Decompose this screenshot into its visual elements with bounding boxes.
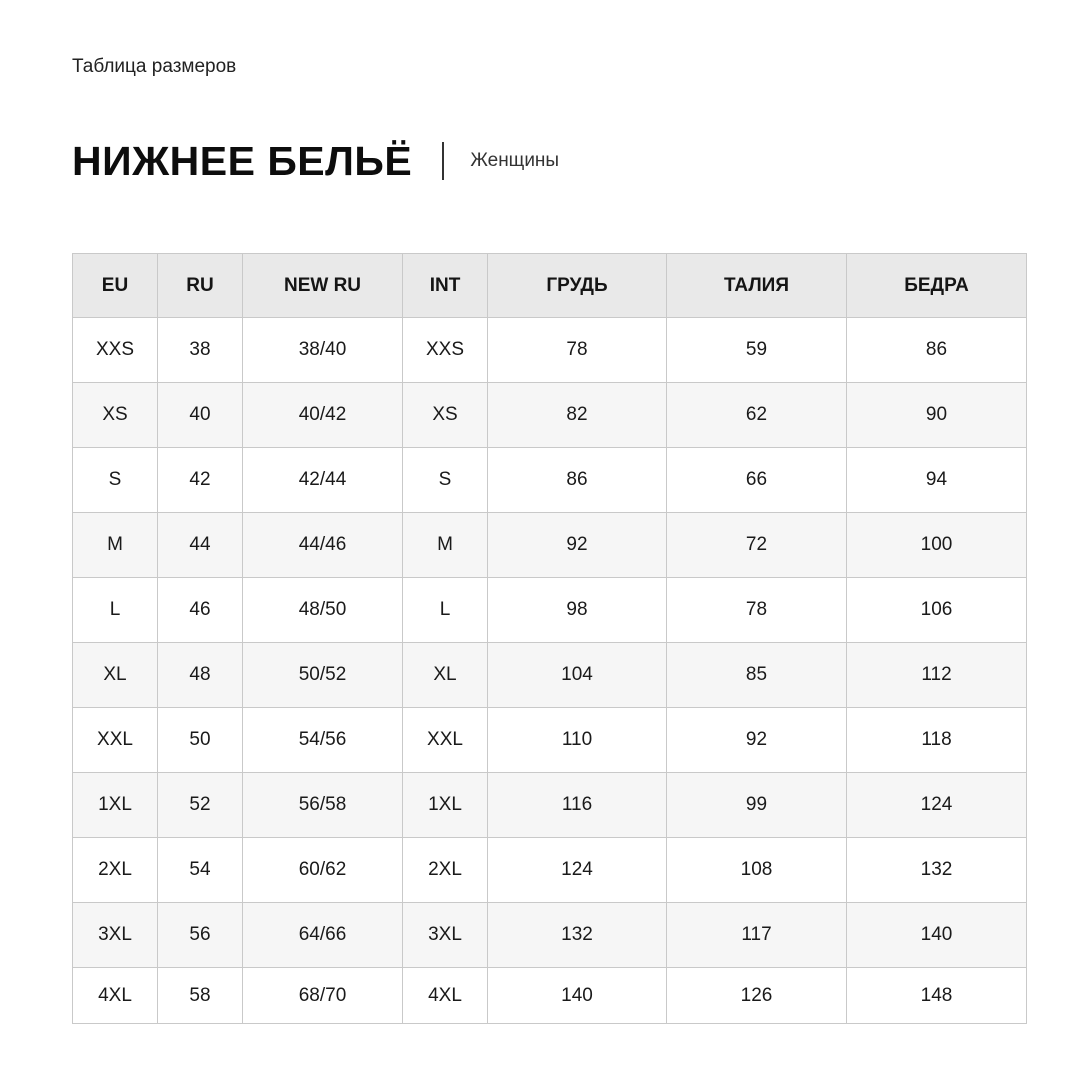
table-cell: 4XL — [403, 968, 488, 1024]
table-cell: 124 — [847, 773, 1027, 838]
table-row — [73, 383, 1027, 448]
table-cell: S — [73, 448, 158, 513]
page-subtitle: Женщины — [470, 150, 560, 171]
column-header: ГРУДЬ — [488, 254, 667, 318]
page-title: НИЖНЕЕ БЕЛЬЁ — [72, 138, 413, 184]
table-cell: 46 — [158, 578, 243, 643]
table-cell: L — [73, 578, 158, 643]
column-header: RU — [158, 254, 243, 318]
title-row — [72, 136, 559, 186]
table-cell: 54/56 — [243, 708, 403, 773]
table-cell: 126 — [667, 968, 847, 1024]
table-cell: XXS — [403, 318, 488, 383]
table-cell: 94 — [847, 448, 1027, 513]
table-cell: S — [403, 448, 488, 513]
table-row — [73, 838, 1027, 903]
table-cell: XS — [73, 383, 158, 448]
column-header: INT — [403, 254, 488, 318]
table-body — [73, 318, 1027, 1024]
table-cell: 108 — [667, 838, 847, 903]
table-cell: 62 — [667, 383, 847, 448]
table-cell: 48 — [158, 643, 243, 708]
column-header: EU — [73, 254, 158, 318]
table-cell: 132 — [488, 903, 667, 968]
table-cell: 124 — [488, 838, 667, 903]
table-cell: 40 — [158, 383, 243, 448]
table-cell: 148 — [847, 968, 1027, 1024]
table-row — [73, 578, 1027, 643]
table-cell: 3XL — [403, 903, 488, 968]
table-row — [73, 318, 1027, 383]
table-cell: 100 — [847, 513, 1027, 578]
table-cell: 3XL — [73, 903, 158, 968]
table-cell: 118 — [847, 708, 1027, 773]
table-cell: 44 — [158, 513, 243, 578]
table-cell: 1XL — [403, 773, 488, 838]
table-cell: M — [73, 513, 158, 578]
table-cell: 112 — [847, 643, 1027, 708]
table-cell: 98 — [488, 578, 667, 643]
table-cell: 59 — [667, 318, 847, 383]
table-cell: M — [403, 513, 488, 578]
table-row — [73, 708, 1027, 773]
table-cell: 99 — [667, 773, 847, 838]
table-cell: 44/46 — [243, 513, 403, 578]
table-cell: 82 — [488, 383, 667, 448]
column-header: БЕДРА — [847, 254, 1027, 318]
table-cell: 38/40 — [243, 318, 403, 383]
table-cell: XS — [403, 383, 488, 448]
table-cell: XXL — [403, 708, 488, 773]
table-cell: 86 — [847, 318, 1027, 383]
table-cell: 1XL — [73, 773, 158, 838]
table-cell: 42/44 — [243, 448, 403, 513]
table-cell: 66 — [667, 448, 847, 513]
table-cell: 92 — [667, 708, 847, 773]
table-cell: 85 — [667, 643, 847, 708]
table-cell: 56 — [158, 903, 243, 968]
table-cell: 50 — [158, 708, 243, 773]
table-cell: 52 — [158, 773, 243, 838]
table-header-row — [73, 254, 1027, 318]
table-cell: 78 — [488, 318, 667, 383]
table-cell: 117 — [667, 903, 847, 968]
table-cell: 40/42 — [243, 383, 403, 448]
size-table — [72, 253, 1027, 1024]
table-row — [73, 448, 1027, 513]
table-row — [73, 513, 1027, 578]
table-cell: 64/66 — [243, 903, 403, 968]
table-cell: 110 — [488, 708, 667, 773]
table-row — [73, 968, 1027, 1024]
table-cell: 106 — [847, 578, 1027, 643]
table-cell: XL — [403, 643, 488, 708]
table-cell: 104 — [488, 643, 667, 708]
table-cell: 2XL — [403, 838, 488, 903]
table-cell: 78 — [667, 578, 847, 643]
table-cell: 116 — [488, 773, 667, 838]
table-cell: 58 — [158, 968, 243, 1024]
table-row — [73, 773, 1027, 838]
table-cell: 90 — [847, 383, 1027, 448]
table-cell: 92 — [488, 513, 667, 578]
table-row — [73, 643, 1027, 708]
table-cell: XXS — [73, 318, 158, 383]
column-header: NEW RU — [243, 254, 403, 318]
table-cell: 50/52 — [243, 643, 403, 708]
table-cell: 2XL — [73, 838, 158, 903]
table-cell: 140 — [847, 903, 1027, 968]
table-cell: 60/62 — [243, 838, 403, 903]
table-cell: 56/58 — [243, 773, 403, 838]
table-cell: 140 — [488, 968, 667, 1024]
table-cell: XXL — [73, 708, 158, 773]
eyebrow-label: Таблица размеров — [72, 56, 237, 77]
table-cell: 86 — [488, 448, 667, 513]
table-cell: 4XL — [73, 968, 158, 1024]
table-cell: L — [403, 578, 488, 643]
table-row — [73, 903, 1027, 968]
column-header: ТАЛИЯ — [667, 254, 847, 318]
table-cell: 42 — [158, 448, 243, 513]
table-cell: 72 — [667, 513, 847, 578]
table-cell: 132 — [847, 838, 1027, 903]
table-cell: 48/50 — [243, 578, 403, 643]
table-cell: XL — [73, 643, 158, 708]
table-cell: 68/70 — [243, 968, 403, 1024]
table-cell: 38 — [158, 318, 243, 383]
title-divider — [442, 142, 444, 180]
table-cell: 54 — [158, 838, 243, 903]
